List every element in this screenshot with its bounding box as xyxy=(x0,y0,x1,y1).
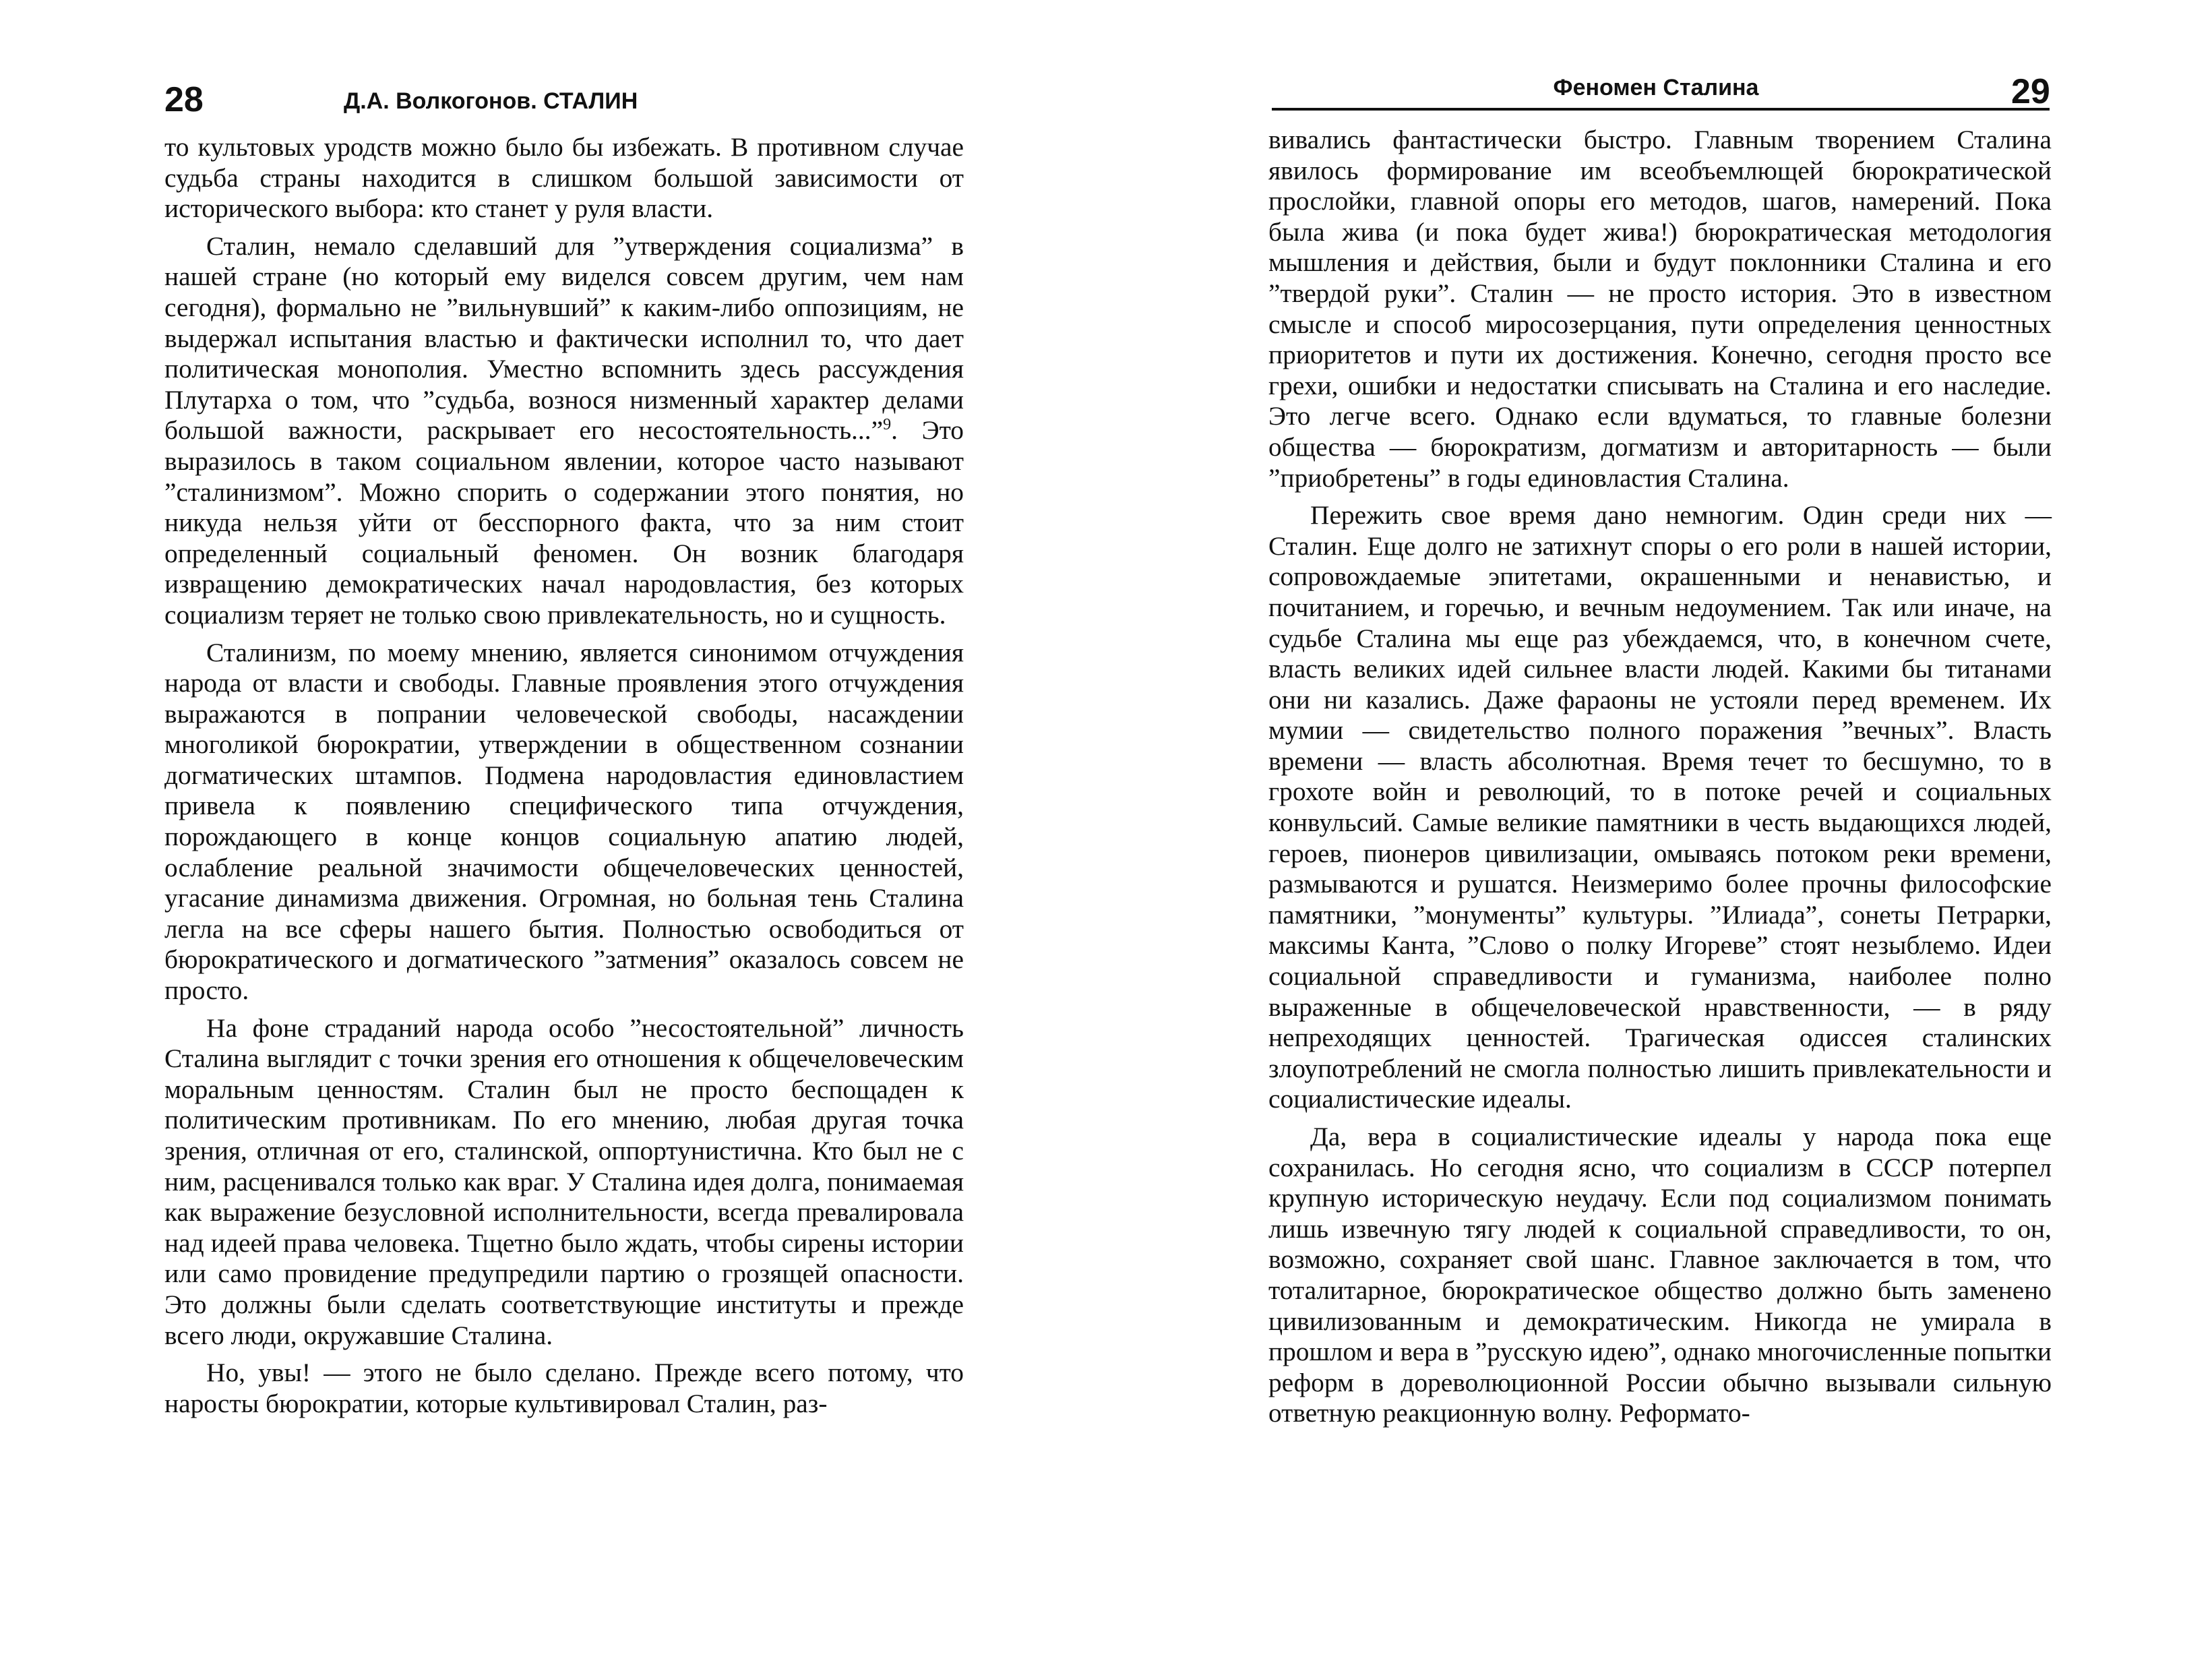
left-running-head: Д.А. Волкогонов. СТАЛИН xyxy=(344,88,638,114)
right-running-head: Феномен Сталина xyxy=(1553,75,1759,100)
right-paragraph-2: Пережить свое время дано немногим. Один среди них — Сталин. Еще долго не затихнут споры о его роли в нашей истории, сопровождаемые эпитетами, окрашенными и ненавистью, и почитанием, и горечью, и вечным недоумением. Так или иначе, на судьбе Сталина мы еще раз убеждаемся, что, в конечном счете, власть великих идей сильнее власти людей. Какими бы титанами они ни казались. Даже фараоны не устояли перед временем. Их мумии — свидетельство полного поражения ”вечных”. Власть времени — власть абсолютная. Время течет то бесшумно, то в грохоте войн и революций, то в потоке речей и социальных конвульсий. Самые великие памятники в честь выдающихся людей, героев, пионеров цивилизации, омываясь потоком реки времени, размываются и рушатся. Неизмеримо более прочны философские памятники, ”монументы” культуры. ”Илиада”, сонеты Петрарки, максимы Канта, ”Слово о полку Игореве” стоят незыблемо. Идеи социальной справедливости и гуманизма, наиболее полно выраженные в общечеловеческой нравственности, — в ряду непреходящих ценностей. Трагическая одиссея сталинских злоупотреблений не смогла полностью лишить привлекательности и социалистические идеалы. xyxy=(1268,500,2052,1114)
right-page-number: 29 xyxy=(2011,72,2050,111)
right-page-body xyxy=(1268,125,2052,1429)
header-rule xyxy=(1272,108,2050,111)
left-page-number: 28 xyxy=(164,80,204,119)
left-paragraph-4: На фоне страданий народа особо ”несостоятельной” личность Сталина выглядит с точки зрения его отношения к общечеловеческим моральным ценностям. Сталин был не просто беспощаден к политическим противникам. По его мнению, любая другая точка зрения, отличная от его, сталинской, оппортунистична. Кто был не с ним, расценивался только как враг. У Сталина идея долга, понимаемая как выражение безусловной исполнительности, всегда превалировала над идеей права человека. Тщетно было ждать, чтобы сирены истории или само провидение предупредили партию о грозящей опасности. Это должны были сделать соответствующие институты и прежде всего люди, окружавшие Сталина. xyxy=(164,1012,964,1350)
left-paragraph-5: Но, увы! — этого не было сделано. Прежде всего потому, что наросты бюрократии, которые культивировал Сталин, раз- xyxy=(164,1358,964,1418)
footnote-marker: 9 xyxy=(883,416,892,434)
left-paragraph-1: то культовых уродств можно было бы избежать. В противном случае судьба страны находится в слишком большой зависимости от исторического выбора: кто станет у руля власти. xyxy=(164,132,964,224)
left-page xyxy=(0,0,1105,1665)
left-paragraph-2-text: Сталин, немало сделавший для ”утверждения социализма” в нашей стране (но который ему виделся совсем другим, чем нам сегодня), формально не ”вильнувший” к каким-либо оппозициям, не выдержал испытания властью и фактически исполнил то, что дает политическая монополия. Уместно вспомнить здесь рассуждения Плутарха о том, что ”судьба, вознося низменный характер делами большой важности, раскрывает его несостоятельность...” xyxy=(164,231,964,446)
left-paragraph-2 xyxy=(164,231,964,631)
right-page xyxy=(1105,0,2212,1665)
right-paragraph-3: Да, вера в социалистические идеалы у народа пока еще сохранилась. Но сегодня ясно, что социализм в СССР потерпел крупную историческую неудачу. Если под социализмом понимать лишь извечную тягу людей к социальной справедливости, то он, возможно, сохраняет свой шанс. Главное заключается в том, что тоталитарное, бюрократическое общество должно быть заменено цивилизованным и демократическим. Никогда не умирала в прошлом и вера в ”русскую идею”, однако многочисленные попытки реформ в дореволюционной России обычно вызывали сильную ответную реакционную волну. Реформато- xyxy=(1268,1122,2052,1428)
left-page-body xyxy=(164,132,964,1419)
right-paragraph-1: вивались фантастически быстро. Главным творением Сталина явилось формирование им всеобъемлющей бюрократической прослойки, главной опоры его методов, шагов, намерений. Пока была жива (и пока будет жива!) бюрократическая методология мышления и действия, были и будут поклонники Сталина и его ”твердой руки”. Сталин — не просто история. Это в известном смысле и способ миросозерцания, пути определения ценностных приоритетов и пути их достижения. Конечно, сегодня просто все грехи, ошибки и недостатки списывать на Сталина и его наследие. Это легче всего. Однако если вдуматься, то главные болезни общества — бюрократизм, догматизм и авторитарность — были ”приобретены” в годы единовластия Сталина. xyxy=(1268,125,2052,493)
left-paragraph-2-continuation: . Это выразилось в таком социальном явлении, которое часто называют ”сталинизмом”. Можно спорить о содержании этого понятия, но никуда нельзя уйти от бесспорного факта, что за ним стоит определенный социальный феномен. Он возник благодаря извращению демократических начал народовластия, без которых социализм теряет не только свою привлекательность, но и сущность. xyxy=(164,415,964,630)
left-paragraph-3: Сталинизм, по моему мнению, является синонимом отчуждения народа от власти и свободы. Главные проявления этого отчуждения выражаются в попрании человеческой свободы, насаждении многоликой бюрократии, утверждении в общественном сознании догматических штампов. Подмена народовластия единовластием привела к появлению специфического типа отчуждения, порождающего в конце концов социальную апатию людей, ослабление реальной значимости общечеловеческих ценностей, угасание динамизма движения. Огромная, но больная тень Сталина легла на все сферы нашего бытия. Полностью освободиться от бюрократического и догматического ”затмения” оказалось совсем не просто. xyxy=(164,637,964,1006)
